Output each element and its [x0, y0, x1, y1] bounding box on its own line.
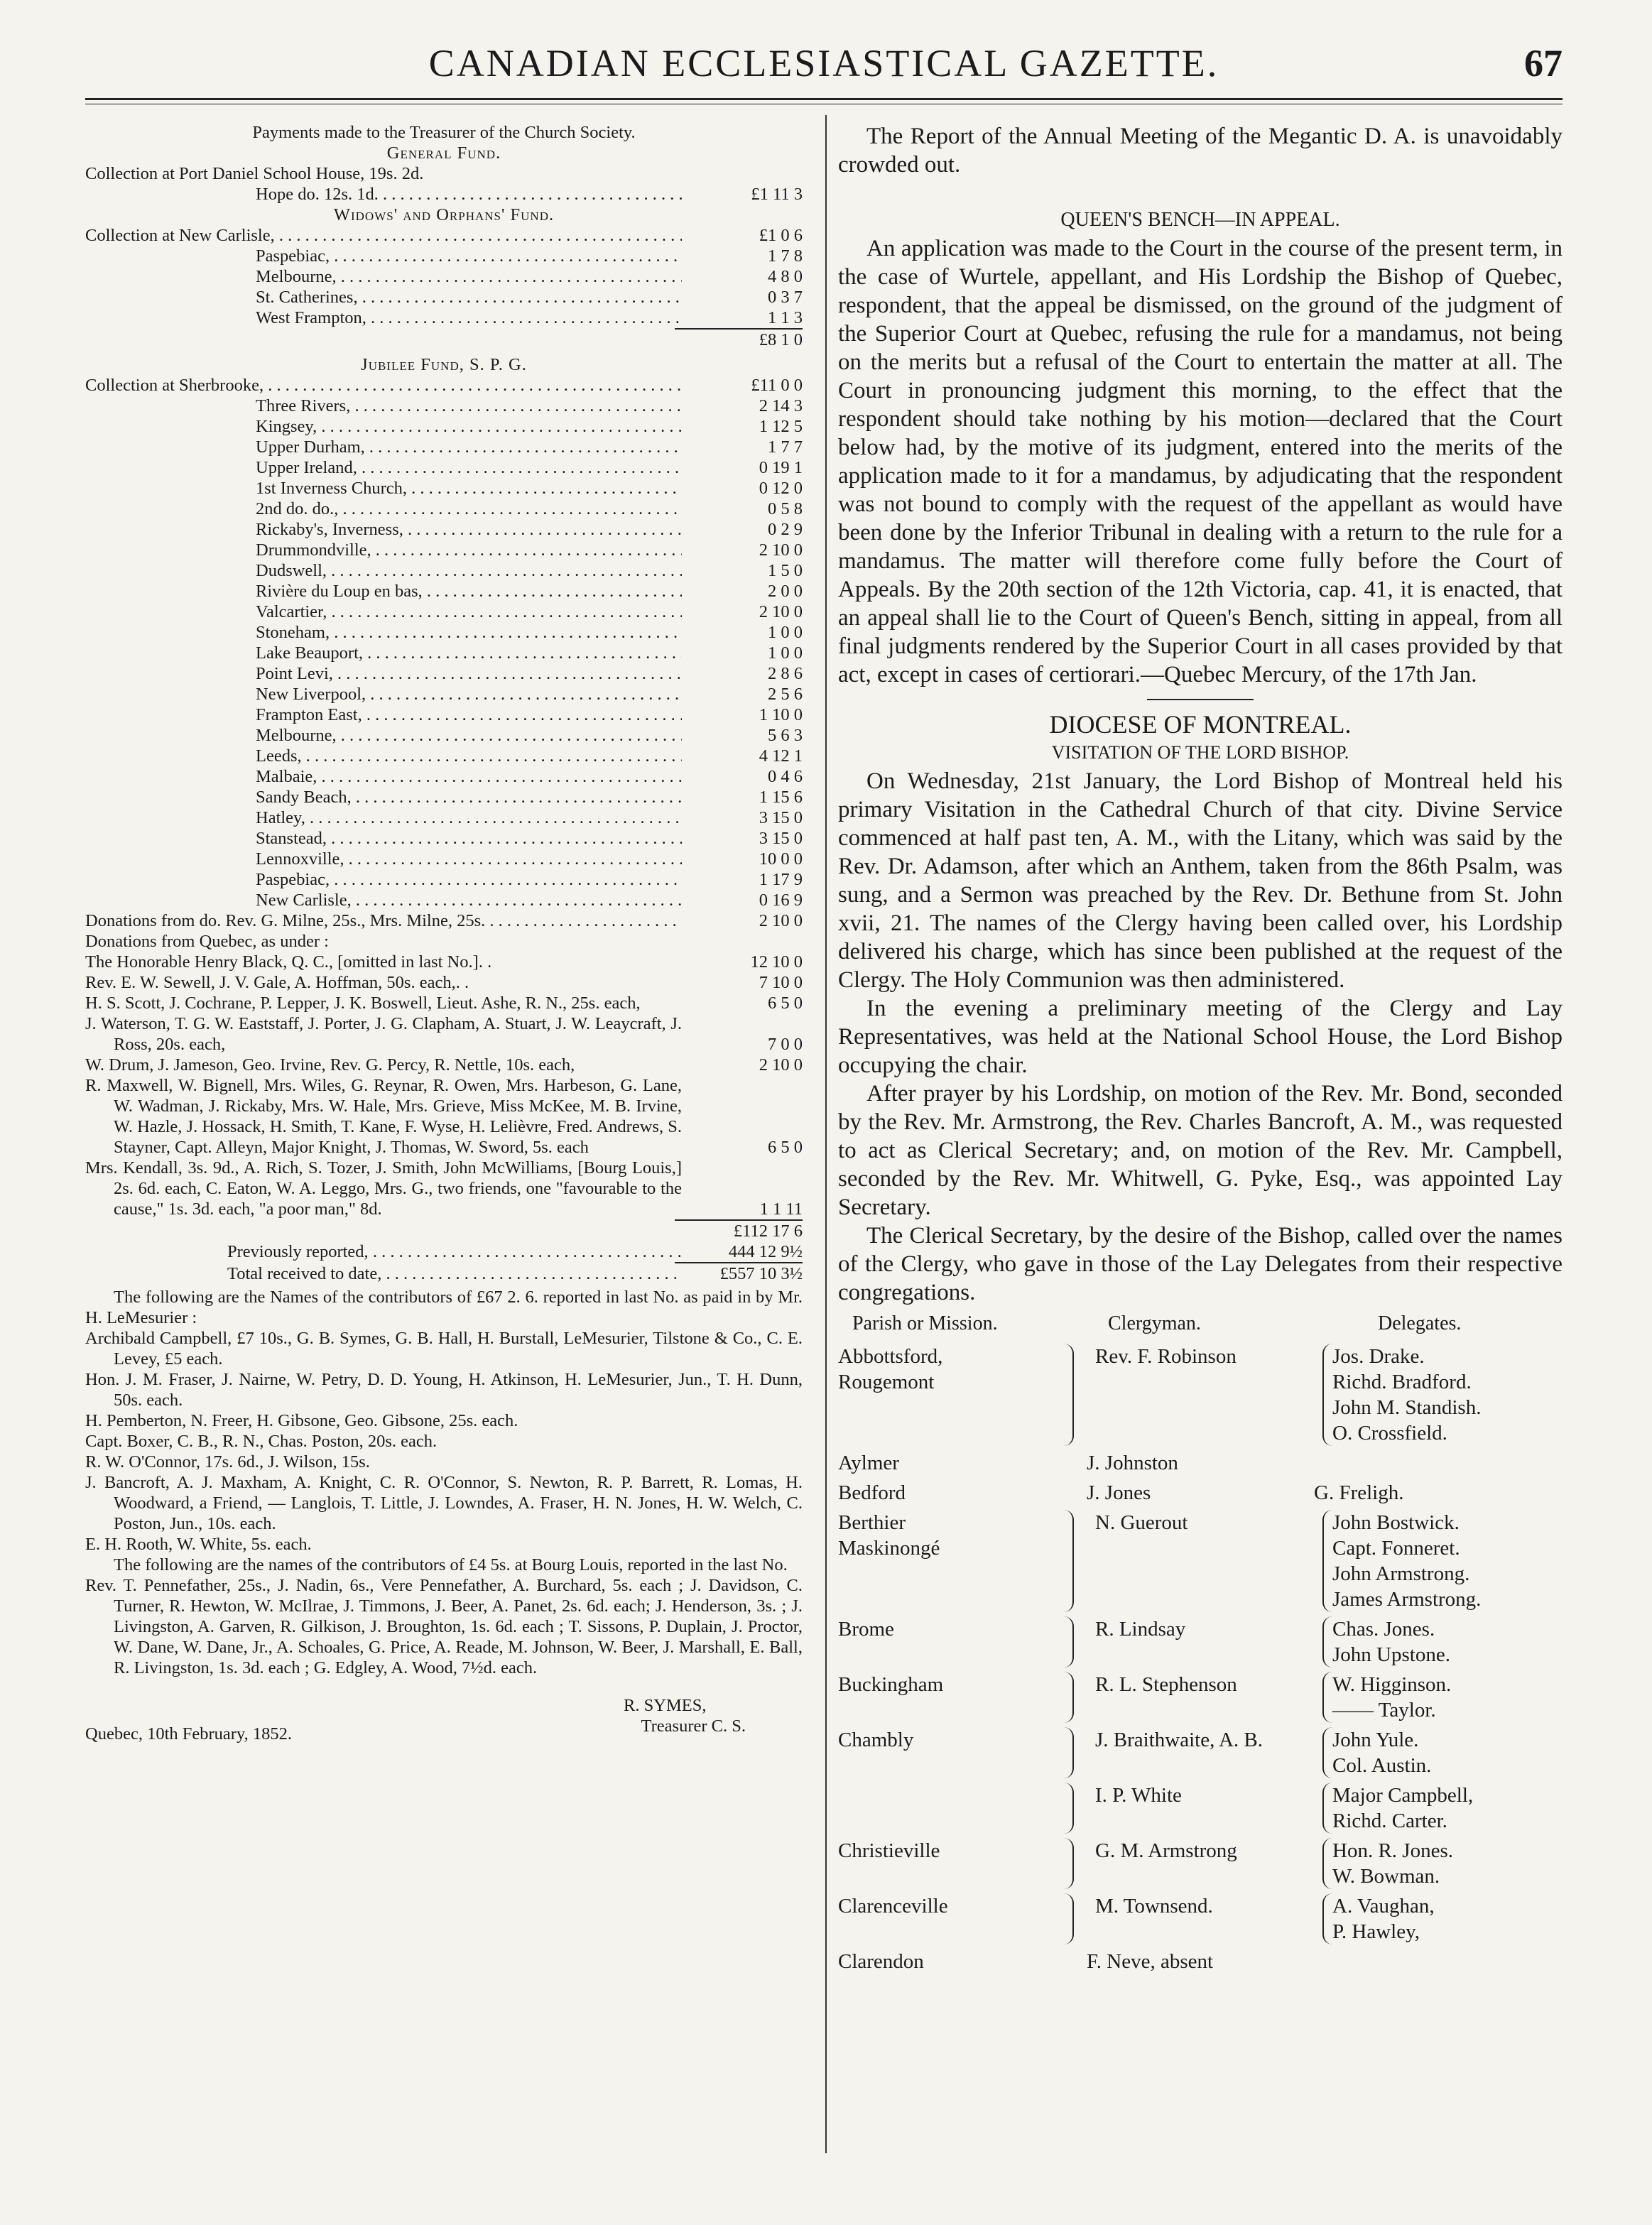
delegate-name: John Upstone. [1332, 1643, 1450, 1666]
ledger-label: Three Rivers, . . . [256, 396, 682, 416]
parish-name: Maskinongé [838, 1537, 940, 1560]
delegate-name: John Bostwick. [1332, 1511, 1460, 1534]
ledger-row [85, 457, 803, 478]
ledger-label: Melbourne, . . . [256, 725, 682, 746]
table-row [838, 1783, 1563, 1834]
clergyman-cell [1074, 1672, 1322, 1723]
ledger-amount: 1 15 6 [759, 788, 803, 807]
ledger-row [85, 766, 803, 787]
delegates-cell [1314, 1450, 1563, 1476]
visitation-paragraph: In the evening a preliminary meeting of the Clergy and Lay Representatives, was held at the National School House, the Lord Bishop occupying the chair. [838, 996, 1563, 1078]
donation-amount: 1 1 11 [759, 1199, 803, 1219]
clergyman-name: G. M. Armstrong [1095, 1839, 1237, 1862]
visitation-paragraphs [838, 767, 1563, 1307]
ledger-row [85, 890, 803, 910]
ledger-amount: 0 5 8 [768, 499, 803, 518]
ledger-amount: 0 16 9 [759, 891, 803, 910]
ledger-row [85, 266, 803, 287]
column-divider [825, 115, 827, 2153]
diocese-heading: DIOCESE OF MONTREAL. [1049, 710, 1352, 739]
donation-amount: 6 5 0 [768, 994, 803, 1013]
delegate-name: John Yule. [1332, 1729, 1419, 1751]
widows-fund-title: Widows' and Orphans' Fund. [333, 205, 555, 224]
ledger-row [85, 643, 803, 663]
delegate-name: W. Higginson. [1332, 1673, 1452, 1696]
ledger-row [85, 375, 803, 396]
delegate-name: W. Bowman. [1332, 1865, 1440, 1888]
milne-donation-amount: 2 10 0 [759, 911, 803, 930]
donation-text: J. Waterson, T. G. W. Eaststaff, J. Porter, J. G. Clapham, A. Stuart, J. W. Leaycraft, J. Ross, 20s. each, [85, 1014, 682, 1054]
ledger-label: Valcartier, . . . [256, 602, 682, 622]
parish-name: Christieville [838, 1839, 940, 1862]
parish-cell [838, 1672, 1074, 1723]
delegate-name: Chas. Jones. [1332, 1618, 1435, 1641]
donation-row [85, 1055, 803, 1075]
ledger-label: Lake Beauport, . . . [256, 643, 682, 663]
ledger-amount: 2 5 6 [768, 685, 803, 704]
parish-cell [838, 1727, 1074, 1778]
ledger-row [85, 807, 803, 828]
header-parish: Parish or Mission. [852, 1312, 998, 1334]
delegate-name: O. Crossfield. [1332, 1422, 1447, 1445]
parish-cell [838, 1783, 1074, 1834]
delegates-table [838, 1311, 1563, 1974]
clergyman-cell [1074, 1727, 1322, 1778]
ledger-row [85, 308, 803, 328]
delegates-cell [1322, 1727, 1563, 1778]
ledger-label: Melbourne, . . . [256, 266, 682, 287]
ledger-label: 1st Inverness Church, . . . [256, 478, 682, 499]
previously-amount: 444 12 9½ [728, 1242, 803, 1261]
subtotal-row [85, 1221, 803, 1241]
donation-row [85, 952, 803, 972]
ledger-label: Hatley, . . . [256, 807, 682, 828]
left-column [85, 122, 803, 1744]
ledger-amount: 1 12 5 [759, 417, 803, 436]
table-row [838, 1450, 1563, 1476]
parish-cell [838, 1480, 1065, 1506]
ledger-amount: 3 15 0 [759, 808, 803, 827]
queens-bench-heading: QUEEN'S BENCH—IN APPEAL. [1060, 209, 1340, 231]
parish-name: Clarendon [838, 1950, 924, 1973]
delegates-cell [1322, 1783, 1563, 1834]
ledger-label: Upper Ireland, . . . [256, 457, 682, 478]
masthead [85, 37, 1563, 87]
visitation-paragraph: After prayer by his Lordship, on motion of the Rev. Mr. Bond, seconded by the Rev. Mr. Armstrong, the Rev. Charles Bancroft, A. M., was requested to act as Clerical Secretary; and, on motion of the Rev. Mr. Campbell, seconded by the Rev. Mr. Whitwell, G. Pyke, Esq., was appointed Lay Secretary. [838, 1081, 1563, 1220]
ledger-row [85, 622, 803, 643]
clergyman-cell [1074, 1838, 1322, 1889]
right-column [838, 122, 1563, 1979]
ledger-label: Dudswell, . . . [256, 560, 682, 581]
table-row [838, 1616, 1563, 1668]
delegate-name: Jos. Drake. [1332, 1345, 1425, 1368]
page-number: 67 [1524, 42, 1563, 85]
ledger-row [85, 581, 803, 602]
table-row [838, 1344, 1563, 1446]
parish-cell [838, 1344, 1074, 1446]
milne-donation-label: Donations from do. Rev. G. Milne, 25s., Mrs. Milne, 25s. . . . [85, 910, 682, 931]
clergyman-name: I. P. White [1095, 1784, 1182, 1807]
delegate-name: Hon. R. Jones. [1332, 1839, 1453, 1862]
ledger-amount: 3 15 0 [759, 829, 803, 848]
donation-row [85, 993, 803, 1013]
ledger-amount: 1 0 0 [768, 623, 803, 642]
ledger-row [85, 787, 803, 807]
visitation-paragraph: On Wednesday, 21st January, the Lord Bishop of Montreal held his primary Visitation in the Cathedral Church of that city. Divine Service commenced at half past ten, A. M., with the Litany, which was said by the Rev. Dr. Adamson, after which an Anthem, taken from the 86th Psalm, was sung, and a Sermon was preached by the Rev. Dr. Bethune from St. John xvii, 21. The names of the Clergy having been called over, his Lordship delivered his charge, which has since been published at the request of the Clergy. The Holy Communion was then administered. [838, 768, 1563, 993]
ledger-amount: 0 2 9 [768, 520, 803, 539]
total-row [85, 1263, 803, 1284]
header-rule [85, 98, 1563, 100]
ledger-label: Collection at Sherbrooke, . . . [85, 375, 682, 396]
ledger-amount: £1 11 3 [751, 185, 803, 204]
clergyman-name: F. Neve, absent [1087, 1950, 1214, 1973]
ledger-label: Malbaie, . . . [256, 766, 682, 787]
clergyman-name: J. Jones [1087, 1481, 1151, 1504]
total-label: Total received to date, . . . [227, 1263, 682, 1284]
donation-amount: 12 10 0 [750, 952, 803, 972]
clergyman-cell [1065, 1480, 1314, 1506]
parish-cell [838, 1893, 1074, 1944]
parish-name: Abbottsford, [838, 1345, 943, 1368]
dateline: Quebec, 10th February, 1852. [85, 1724, 292, 1743]
ledger-label: Stanstead, . . . [256, 828, 682, 849]
ledger-row [85, 746, 803, 766]
milne-donation-row [85, 910, 803, 931]
ledger-label: Stoneham, . . . [256, 622, 682, 643]
clergyman-cell [1074, 1893, 1322, 1944]
ledger-row [85, 540, 803, 560]
ledger-amount: 2 14 3 [759, 396, 803, 415]
ledger-row [85, 437, 803, 457]
donation-text: W. Drum, J. Jameson, Geo. Irvine, Rev. G. Percy, R. Nettle, 10s. each, [85, 1055, 575, 1075]
table-row [838, 1949, 1563, 1974]
parish-cell [838, 1510, 1074, 1612]
donations-quebec-heading: Donations from Quebec, as under : [85, 932, 329, 951]
clergyman-cell [1074, 1616, 1322, 1668]
table-body [838, 1344, 1563, 1974]
ledger-amount: 2 8 6 [768, 664, 803, 683]
signature-block [85, 1695, 803, 1744]
contributor-note: H. Pemberton, N. Freer, H. Gibsone, Geo. Gibsone, 25s. each. [85, 1411, 518, 1430]
ledger-label: West Frampton, . . . [256, 308, 682, 328]
contributor-note: Hon. J. M. Fraser, J. Nairne, W. Petry, D. D. Young, H. Atkinson, H. LeMesurier, Jun., T. H. Dunn, 50s. each. [85, 1370, 803, 1410]
parish-name: Brome [838, 1618, 894, 1641]
ledger-label: Hope do. 12s. 1d. . . . [256, 184, 682, 205]
ledger-amount: 0 12 0 [759, 479, 803, 498]
clergyman-cell [1065, 1450, 1314, 1476]
parish-name: Chambly [838, 1729, 914, 1751]
ledger-row [85, 499, 803, 519]
ledger-label: St. Catherines, . . . [256, 287, 682, 308]
delegate-name: Richd. Carter. [1332, 1810, 1447, 1832]
ledger-row [85, 828, 803, 849]
donation-row [85, 972, 803, 993]
contributor-note: R. W. O'Connor, 17s. 6d., J. Wilson, 15s. [85, 1452, 370, 1471]
delegates-cell [1314, 1480, 1563, 1506]
ledger-row [85, 478, 803, 499]
delegate-name: G. Freligh. [1314, 1481, 1404, 1504]
visitation-paragraph: The Clerical Secretary, by the desire of the Bishop, called over the names of the Clergy, who gave in those of the Lay Delegates from their respective congregations. [838, 1223, 1563, 1305]
contributor-note: The following are the names of the contributors of £4 5s. at Bourg Louis, reported in the last No. [114, 1555, 788, 1574]
donation-amount: 7 10 0 [759, 973, 803, 992]
delegate-name: Major Campbell, [1332, 1784, 1474, 1807]
ledger-label: Drummondville, . . . [256, 540, 682, 560]
donation-text: R. Maxwell, W. Bignell, Mrs. Wiles, G. Reynar, R. Owen, Mrs. Harbeson, G. Lane, W. Wadman, J. Rickaby, Mrs. W. Hale, Mrs. Grieve, Miss McKee, M. B. Irvine, W. Hazle, J. Hossack, H. Smith, T. Kane, F. Wyse, H. Lelièvre, Fred. Andrews, S. Stayner, Capt. Alleyn, Major Knight, J. Thomas, W. Sword, 5s. each [85, 1076, 682, 1157]
jubilee-fund-title: Jubilee Fund, S. P. G. [361, 355, 527, 374]
parish-cell [838, 1949, 1065, 1974]
ledger-amount: 2 10 0 [759, 602, 803, 621]
ledger-amount: 1 17 9 [759, 870, 803, 889]
signature-name: R. SYMES, [624, 1696, 707, 1715]
parish-cell [838, 1616, 1074, 1668]
clergyman-name: Rev. F. Robinson [1095, 1345, 1237, 1368]
table-row [838, 1480, 1563, 1506]
donation-row [85, 1158, 803, 1219]
ledger-amount: 5 6 3 [768, 726, 803, 745]
ledger-label: Kingsey, . . . [256, 416, 682, 437]
contributors-notes [85, 1287, 803, 1678]
ledger-row [85, 519, 803, 540]
delegate-name: Richd. Bradford. [1332, 1371, 1472, 1393]
widows-total: £8 1 0 [759, 330, 803, 349]
clergyman-cell [1074, 1783, 1322, 1834]
donation-row [85, 1075, 803, 1158]
parish-name: Clarenceville [838, 1895, 948, 1917]
ledger-label: Paspebiac, . . . [256, 869, 682, 890]
ledger-row [85, 184, 803, 205]
clergyman-cell [1074, 1510, 1322, 1612]
table-row [838, 1727, 1563, 1778]
ledger-label: Point Levi, . . . [256, 663, 682, 684]
ledger-row [85, 225, 803, 246]
total-amount: £557 10 3½ [719, 1264, 803, 1283]
parish-name: Aylmer [838, 1452, 899, 1474]
section-rule [1147, 699, 1254, 700]
ledger-amount: 0 3 7 [768, 288, 803, 307]
contributor-note: Rev. T. Pennefather, 25s., J. Nadin, 6s., Vere Pennefather, A. Burchard, 5s. each ; J. Davidson, C. Turner, R. Hewton, W. McIlrae, J. Timmons, J. Beer, A. Panet, 2s. 6d. each; J. Henderson, 3s. ; J. Livingston, A. Garven, R. Gilkison, J. Broughton, 1s. 6d. each ; T. Sissons, P. Duplain, J. Proctor, W. Dane, W. Dane, Jr., A. Schoales, G. Price, A. Reade, M. Johnson, W. Beer, J. Marshall, E. Ball, R. Livingston, 1s. 3d. each ; G. Edgley, A. Wood, 7½d. each. [85, 1576, 803, 1677]
signature [585, 1695, 803, 1744]
ledger-label: Lennoxville, . . . [256, 849, 682, 869]
clergyman-name: R. Lindsay [1095, 1618, 1186, 1641]
ledger-amount: 1 0 0 [768, 643, 803, 663]
donation-amount: 2 10 0 [759, 1055, 803, 1075]
ledger-label: Rickaby's, Inverness, . . . [256, 519, 682, 540]
delegate-name: P. Hawley, [1332, 1920, 1420, 1943]
delegates-cell [1322, 1510, 1563, 1612]
ledger-amount: 4 12 1 [759, 746, 803, 766]
table-row [838, 1672, 1563, 1723]
ledger-amount: £11 0 0 [751, 376, 803, 395]
previously-label: Previously reported, . . . [227, 1241, 682, 1262]
donation-text: Mrs. Kendall, 3s. 9d., A. Rich, S. Tozer, J. Smith, John McWilliams, [Bourg Louis,] 2s. 6d. each, C. Eaton, W. A. Leggo, Mrs. G., two friends, one "favourable to the cause," 1s. 3d. each, "a poor man," 8d. [85, 1158, 682, 1219]
ledger-amount: 1 1 3 [768, 308, 803, 327]
parish-cell [838, 1450, 1065, 1476]
delegate-name: —— Taylor. [1332, 1699, 1436, 1721]
ledger-label: Leeds, . . . [256, 746, 682, 766]
widows-fund-list [85, 225, 803, 328]
ledger-row [85, 869, 803, 890]
delegate-name: John M. Standish. [1332, 1396, 1482, 1419]
delegate-name: Col. Austin. [1332, 1754, 1432, 1777]
ledger-amount: 0 4 6 [768, 767, 803, 786]
clergyman-name: J. Braithwaite, A. B. [1095, 1729, 1264, 1751]
visitation-heading: VISITATION OF THE LORD BISHOP. [1051, 742, 1349, 763]
ledger-amount: 4 8 0 [768, 267, 803, 286]
ledger-amount: 1 7 8 [768, 246, 803, 266]
page-title: CANADIAN ECCLESIASTICAL GAZETTE. [428, 42, 1219, 85]
donation-row [85, 1013, 803, 1055]
donation-text: Rev. E. W. Sewell, J. V. Gale, A. Hoffman, 50s. each,. . [85, 973, 469, 992]
contributor-note: Capt. Boxer, C. B., R. N., Chas. Poston, 20s. each. [85, 1432, 438, 1451]
ledger-row [85, 560, 803, 581]
contributor-note: The following are the Names of the contributors of £67 2. 6. reported in last No. as paid in by Mr. H. LeMesurier : [85, 1288, 803, 1327]
ledger-row [85, 396, 803, 416]
table-row [838, 1838, 1563, 1889]
table-row [838, 1510, 1563, 1612]
ledger-row [85, 602, 803, 622]
parish-cell [838, 1838, 1074, 1889]
delegates-cell [1314, 1949, 1563, 1974]
previously-row [85, 1241, 803, 1262]
ledger-label: Sandy Beach, . . . [256, 787, 682, 807]
ledger-label: Rivière du Loup en bas, . . . [256, 581, 682, 602]
delegates-cell [1322, 1838, 1563, 1889]
parish-name: Buckingham [838, 1673, 944, 1696]
donation-text: H. S. Scott, J. Cochrane, P. Lepper, J. K. Boswell, Lieut. Ashe, R. N., 25s. each, [85, 994, 641, 1013]
ledger-row [85, 849, 803, 869]
clergyman-cell [1074, 1344, 1322, 1446]
ledger-label: Collection at New Carlisle, . . . [85, 225, 682, 246]
jubilee-subtotal: £112 17 6 [733, 1222, 803, 1241]
ledger-row [85, 705, 803, 725]
ledger-row [85, 663, 803, 684]
contributor-note: J. Bancroft, A. J. Maxham, A. Knight, C. R. O'Connor, S. Newton, R. P. Barrett, R. Lomas, H. Woodward, a Friend, — Langlois, T. Little, J. Lowndes, A. Fraser, H. N. Jones, H. W. Welch, C. Poston, Jun., 10s. each. [85, 1473, 803, 1533]
donation-amount: 6 5 0 [768, 1138, 803, 1157]
donation-text: The Honorable Henry Black, Q. C., [omitted in last No.]. . [85, 952, 492, 972]
contributor-note: E. H. Rooth, W. White, 5s. each. [85, 1535, 312, 1554]
contributor-note: Archibald Campbell, £7 10s., G. B. Symes, G. B. Hall, H. Burstall, LeMesurier, Tilstone & Co., C. E. Levey, £5 each. [85, 1329, 803, 1369]
ledger-label: New Liverpool, . . . [256, 684, 682, 705]
parish-name: Bedford [838, 1481, 906, 1504]
ledger-label: Collection at Port Daniel School House, 19s. 2d. [85, 164, 424, 183]
delegates-cell [1322, 1616, 1563, 1668]
delegate-name: James Armstrong. [1332, 1588, 1482, 1611]
ledger-row [85, 246, 803, 266]
ledger-label: 2nd do. do., . . . [256, 499, 682, 519]
parish-name: Rougemont [838, 1371, 935, 1393]
ledger-row [85, 287, 803, 308]
table-header [838, 1311, 1563, 1337]
ledger-amount: 10 0 0 [759, 849, 803, 869]
general-fund-list [85, 163, 803, 205]
clergyman-name: M. Townsend. [1095, 1895, 1213, 1917]
ledger-label: Frampton East, . . . [256, 705, 682, 725]
ledger-amount: 1 10 0 [759, 705, 803, 724]
clergyman-name: N. Guerout [1095, 1511, 1188, 1534]
jubilee-fund-list [85, 375, 803, 910]
ledger-row [85, 416, 803, 437]
clergyman-name: J. Johnston [1087, 1452, 1178, 1474]
delegates-cell [1322, 1344, 1563, 1446]
clergyman-name: R. L. Stephenson [1095, 1673, 1237, 1696]
delegate-name: Capt. Fonneret. [1332, 1537, 1460, 1560]
header-delegates: Delegates. [1378, 1312, 1462, 1334]
donation-amount: 7 0 0 [768, 1035, 803, 1054]
delegate-name: John Armstrong. [1332, 1562, 1470, 1585]
header-clergyman: Clergyman. [1108, 1312, 1201, 1334]
ledger-amount: 2 0 0 [768, 582, 803, 601]
general-fund-title: General Fund. [386, 143, 501, 163]
donations-list [85, 952, 803, 1219]
signature-title: Treasurer C. S. [641, 1717, 746, 1736]
widows-total-row [85, 330, 803, 350]
ledger-amount: 1 5 0 [768, 561, 803, 580]
parish-name: Berthier [838, 1511, 906, 1534]
ledger-row [85, 163, 803, 184]
ledger-amount: 2 10 0 [759, 540, 803, 560]
ledger-label: New Carlisle, . . . [256, 890, 682, 910]
ledger-amount: 1 7 7 [768, 437, 803, 457]
table-row [838, 1893, 1563, 1944]
ledger-label: Upper Durham, . . . [256, 437, 682, 457]
delegates-cell [1322, 1893, 1563, 1944]
megantic-note: The Report of the Annual Meeting of the Megantic D. A. is unavoidably crowded out. [838, 124, 1563, 178]
ledger-row [85, 684, 803, 705]
delegates-cell [1322, 1672, 1563, 1723]
ledger-amount: 0 19 1 [759, 458, 803, 477]
clergyman-cell [1065, 1949, 1314, 1974]
ledger-row [85, 725, 803, 746]
ledger-label: Paspebiac, . . . [256, 246, 682, 266]
payments-heading: Payments made to the Treasurer of the Church Society. [252, 123, 636, 142]
queens-bench-text: An application was made to the Court in the course of the present term, in the case of Wurtele, appellant, and His Lordship the Bishop of Quebec, respondent, that the appeal be dismissed, on the ground of the judgment of the Superior Court at Quebec, refusing the rule for a mandamus, not being on the merits but a refusal of the Court to entertain the matter at all. The Court in pronouncing judgment this morning, to the effect that the respondent should take nothing by his motion—declared that the Court below had, by the motive of its judgment, entered into the merits of the application made to it for a mandamus, by adjudicating that the respondent was not bound to comply with the request of the appellant as would have been done by the Inferior Tribunal in dealing with a return to the rule for a mandamus. The matter will therefore come fully before the Court of Appeals. By the 20th section of the 12th Victoria, cap. 41, it is enacted, that an appeal shall lie to the Court of Queen's Bench, sitting in appeal, from all final judgments rendered by the Superior Court in all cases provided by that act, except in cases of certiorari.—Quebec Mercury, of the 17th Jan. [838, 236, 1563, 687]
delegate-name: A. Vaughan, [1332, 1895, 1435, 1917]
ledger-amount: £1 0 6 [759, 226, 803, 245]
